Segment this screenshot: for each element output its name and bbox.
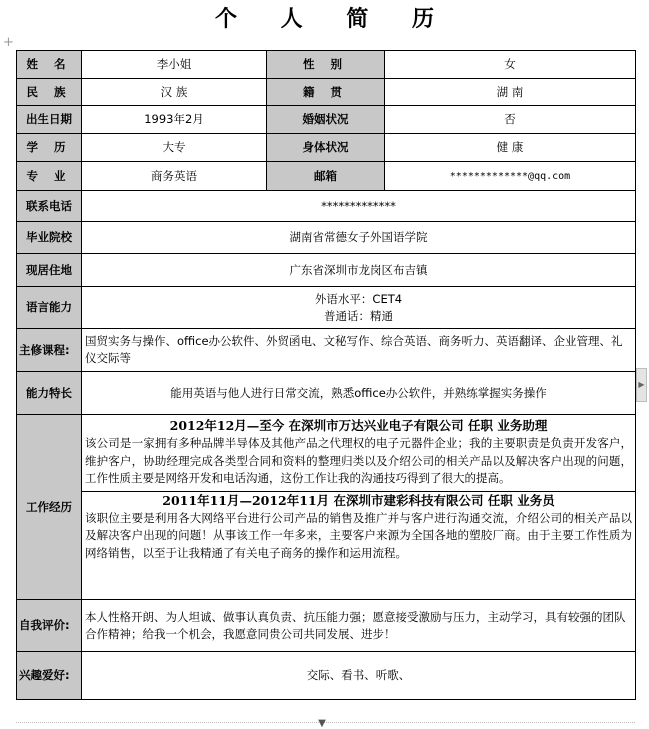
table-row [17,652,636,700]
native-place-value: 湖 南 [385,79,636,106]
job-description: 该职位主要是利用各大网络平台进行公司产品的销售及推广并与客户进行沟通交流，介绍公司的相关产品以及解决客户出现的问题！从事该工作一年多来，主要客户来源为全国各地的塑胶厂商。由于主要工作性质为网络销售，以至于让我精通了有关电子商务的操作和运用流程。 [85,510,632,560]
work-experience [82,415,636,600]
email-label: 邮箱 [267,162,385,191]
table-row [17,162,636,191]
marital-status-label: 婚姻状况 [267,106,385,134]
health-value: 健 康 [385,134,636,162]
residence-label: 现居住地 [17,254,82,287]
residence-value: 广东省深圳市龙岗区布吉镇 [82,254,636,287]
email-value: *************@qq.com [385,162,636,191]
name-label: 姓 名 [17,51,82,79]
school-value: 湖南省常德女子外国语学院 [82,222,636,254]
hobbies-value: 交际、看书、听歌、 [82,652,636,700]
language-label: 语言能力 [17,287,82,329]
table-row [17,415,636,600]
work-label: 工作经历 [17,415,82,600]
ethnicity-value: 汉 族 [82,79,267,106]
self-evaluation-label: 自我评价: [17,600,82,652]
job-heading: 2012年12月—至今 在深圳市万达兴业电子有限公司 任职 业务助理 [169,418,548,433]
education-label: 学 历 [17,134,82,162]
table-row [17,51,636,79]
ethnicity-label: 民 族 [17,79,82,106]
phone-value: ************* [82,191,636,222]
table-row [17,191,636,222]
table-row [17,287,636,329]
name-value: 李小姐 [82,51,267,79]
job-heading: 2011年11月—2012年11月 在深圳市建彩科技有限公司 任职 业务员 [162,492,555,508]
native-place-label: 籍 贯 [267,79,385,106]
table-row [17,106,636,134]
birth-date-label: 出生日期 [17,106,82,134]
page-title: 个 人 简 历 [215,6,452,32]
language-mandarin-level: 普通话：精通 [324,308,393,323]
table-row [17,79,636,106]
school-label: 毕业院校 [17,222,82,254]
courses-label: 主修课程: [17,329,82,372]
major-value: 商务英语 [82,162,267,191]
table-row [17,600,636,652]
gender-label: 性 别 [267,51,385,79]
skills-label: 能力特长 [17,372,82,415]
language-foreign-level: 外语水平：CET4 [314,291,403,306]
education-value: 大专 [82,134,267,162]
language-value [82,287,636,329]
resume-table [16,50,636,700]
arrow-right-icon[interactable]: ▶ [636,368,647,402]
gender-value: 女 [385,51,636,79]
plus-icon: + [3,35,14,50]
major-label: 专 业 [17,162,82,191]
courses-value: 国贸实务与操作、office办公软件、外贸函电、文秘写作、综合英语、商务听力、英语翻译、企业管理、礼仪交际等 [82,329,636,372]
marital-status-value: 否 [385,106,636,134]
birth-date-value: 1993年2月 [82,106,267,134]
ruler-marker-icon: ▼ [318,718,326,729]
table-row [17,254,636,287]
table-row [17,372,636,415]
health-label: 身体状况 [267,134,385,162]
table-row [17,134,636,162]
phone-label: 联系电话 [17,191,82,222]
table-row [17,329,636,372]
self-evaluation-value: 本人性格开朗、为人坦诚、做事认真负责、抗压能力强；愿意接受激励与压力，主动学习，具有较强的团队合作精神；给我一个机会，我愿意同贵公司共同发展、进步！ [82,600,636,652]
hobbies-label: 兴趣爱好: [17,652,82,700]
skills-value: 能用英语与他人进行日常交流，熟悉office办公软件，并熟练掌握实务操作 [82,372,636,415]
job-description: 该公司是一家拥有多种品牌半导体及其他产品之代理权的电子元器件企业；我的主要职责是负责开发客户，维护客户，协助经理完成各类型合同和资料的整理归类以及介绍公司的相关产品以及解决客户出现的问题，工作性质主要是网络开发和电话沟通，这份工作让我的沟通技巧得到了很大的提高。 [85,436,632,485]
table-row [17,222,636,254]
